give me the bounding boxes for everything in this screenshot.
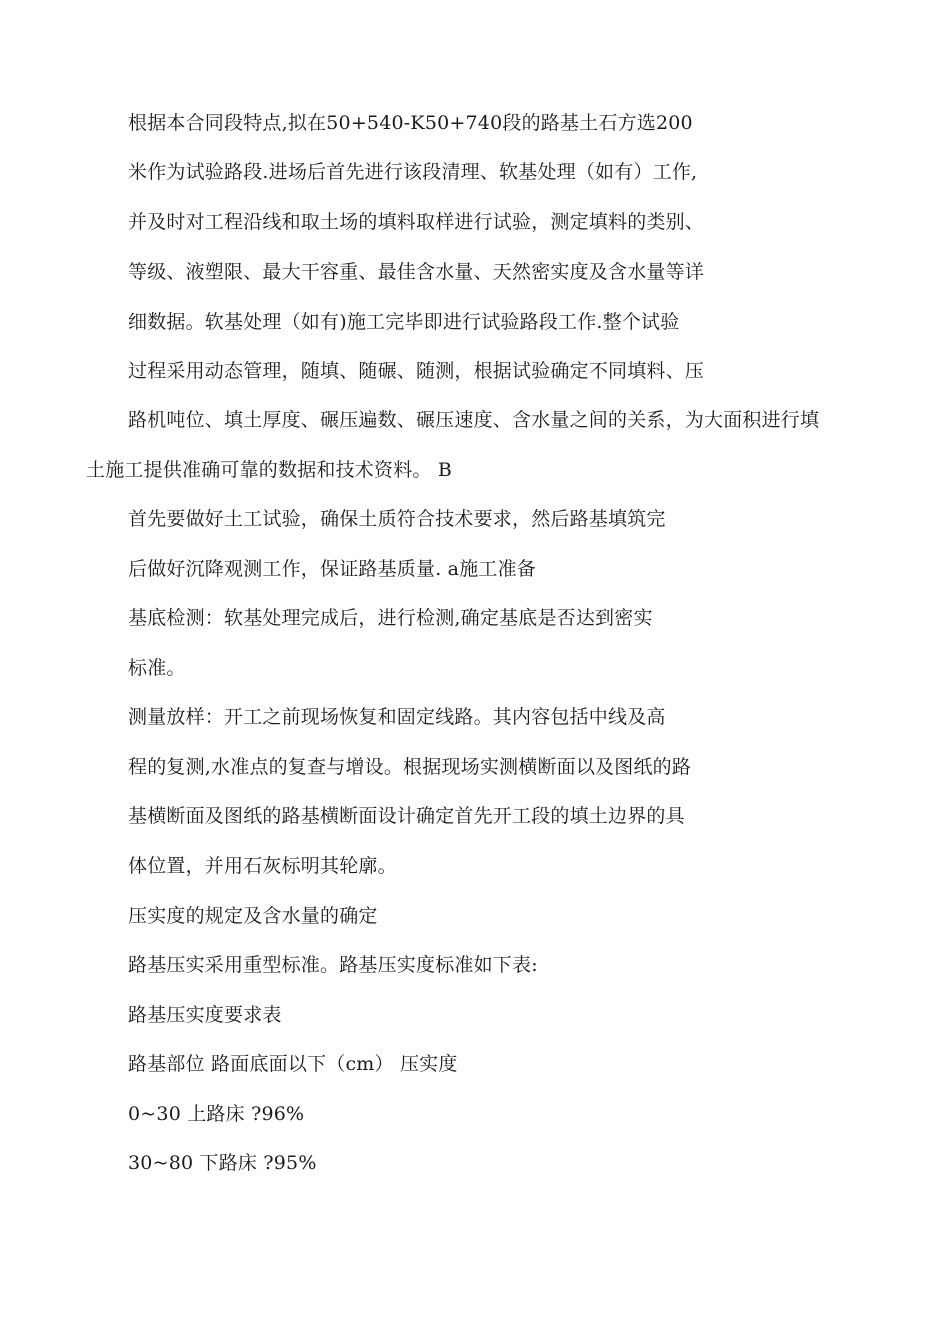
paragraph-line: 细数据。软基处理（如有)施工完毕即进行试验路段工作.整个试验: [128, 311, 680, 333]
paragraph-line: 标准。: [128, 657, 186, 679]
paragraph-line: 等级、液塑限、最大干容重、最佳含水量、天然密实度及含水量等详: [128, 261, 705, 283]
paragraph-line: 路基压实采用重型标准。路基压实度标准如下表:: [128, 954, 538, 976]
paragraph-line: 路机吨位、填土厚度、碾压遍数、碾压速度、含水量之间的关系，为大面积进行填: [128, 409, 820, 431]
table-header-row: 路基部位 路面底面以下（cm） 压实度: [128, 1053, 458, 1075]
table-row: 0~30 上路床 ?96%: [128, 1103, 305, 1125]
table-title: 路基压实度要求表: [128, 1004, 282, 1026]
paragraph-line: 土施工提供准确可靠的数据和技术资料。 B: [86, 459, 453, 481]
paragraph-line: 后做好沉降观测工作，保证路基质量. a施工准备: [128, 558, 537, 580]
paragraph-line: 程的复测,水准点的复查与增设。根据现场实测横断面以及图纸的路: [128, 756, 692, 778]
paragraph-line: 根据本合同段特点,拟在50+540-K50+740段的路基土石方选200: [128, 112, 693, 134]
paragraph-line: 首先要做好土工试验，确保土质符合技术要求，然后路基填筑完: [128, 508, 666, 530]
paragraph-line: 体位置，并用石灰标明其轮廓。: [128, 855, 397, 877]
paragraph-line: 基横断面及图纸的路基横断面设计确定首先开工段的填土边界的具: [128, 805, 685, 827]
paragraph-line: 米作为试验路段.进场后首先进行该段清理、软基处理（如有）工作,: [128, 161, 698, 183]
paragraph-line: 过程采用动态管理，随填、随碾、随测，根据试验确定不同填料、压: [128, 360, 705, 382]
section-heading: 压实度的规定及含水量的确定: [128, 905, 378, 927]
paragraph-line: 并及时对工程沿线和取土场的填料取样进行试验，测定填料的类别、: [128, 211, 705, 233]
paragraph-line: 基底检测：软基处理完成后，进行检测,确定基底是否达到密实: [128, 607, 653, 629]
table-row: 30~80 下路床 ?95%: [128, 1152, 317, 1174]
paragraph-line: 测量放样：开工之前现场恢复和固定线路。其内容包括中线及高: [128, 706, 666, 728]
